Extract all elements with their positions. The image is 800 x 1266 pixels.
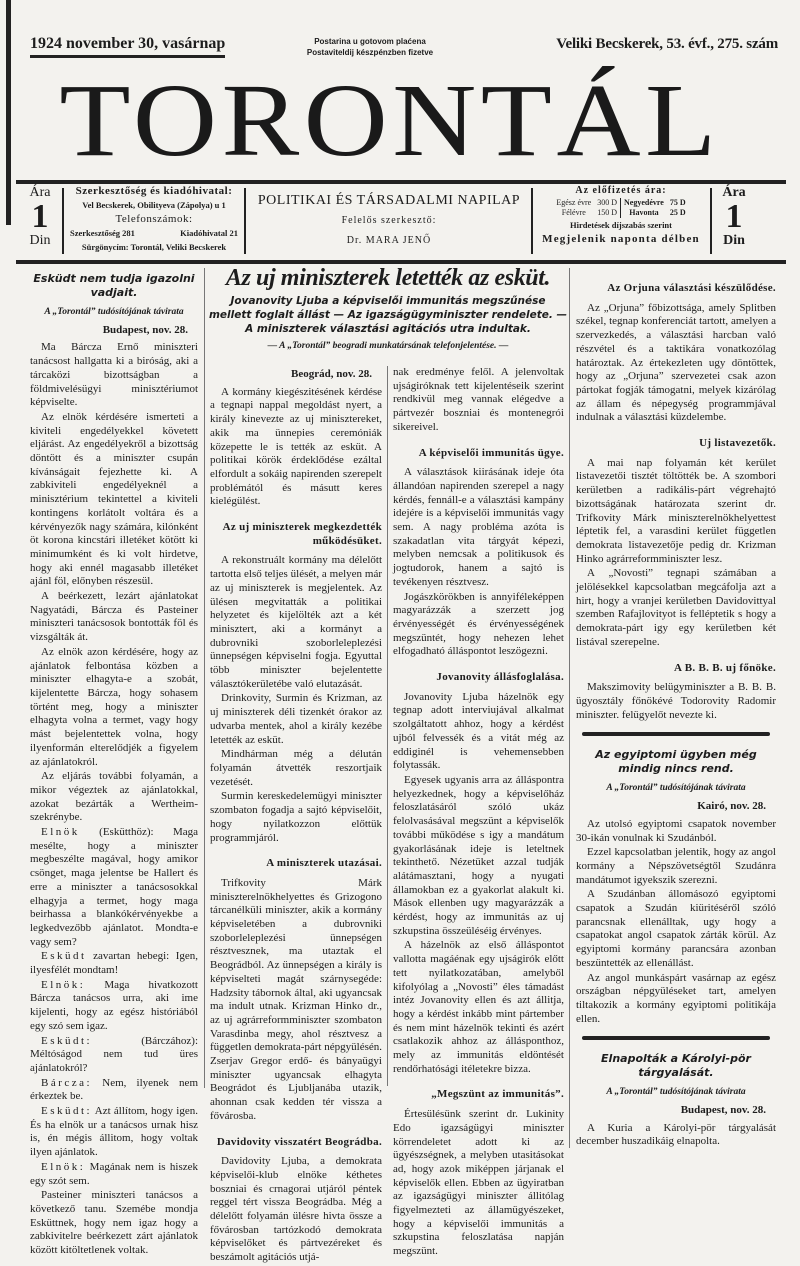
- paragraph-text: Magának nem is hiszek egy szót sem.: [30, 1160, 198, 1187]
- article-paragraph: [393, 691, 564, 773]
- article-paragraph: [576, 818, 776, 845]
- article-paragraph: [393, 939, 564, 1076]
- article-paragraph: [576, 302, 776, 425]
- speaker-name: Esküdt: [41, 950, 87, 963]
- section-divider: [582, 1036, 770, 1040]
- paragraph-text: Trifkovity Márk miniszterelnökhelyettes és Grizogono tárcanélküli miniszter, akik a kormány képviseletében a dubrovniki szoborleleplezési ünnepségen résztvesznek, ma utaztak el Beográdból. Az ünnepségen a király is képviselteti magát szárnysegéde: Hadzsity tábornok által, aki ugyancsak ma indult utnak. Krizman Hinko dr., az uj agrárreformminiszter szombaton Varasdinba megy, ahol résztvesz a független demokrata-párt népgyülésén. Zserjav Gregor erdő- és bányaügyi miniszter ugyancsak elhagyta Beográdot és Ljubljanába utazik, ahonnan csak kedden tér vissza a fővárosba.: [210, 876, 382, 1122]
- divider: [244, 188, 246, 254]
- paragraph-text: A Szudánban állomásozó egyiptomi csapatok a Szudán kiüritéséről szóló parancsnak ellenálltak, ugy hogy a csapatokat angol csapatok zárták körül. Az egyiptomi kormány parancsára azonban beszüntették az ellenállást.: [576, 888, 776, 969]
- section-divider: [582, 732, 770, 736]
- article-paragraph: [210, 748, 382, 789]
- price-label: Ára: [29, 185, 51, 200]
- article-paragraph: [30, 1105, 198, 1160]
- price-label: Ára: [722, 185, 746, 200]
- article-paragraph: [210, 790, 382, 845]
- article-subheading: Jovanovity állásfoglalása.: [436, 671, 564, 684]
- speaker-name: Esküdt:: [41, 1034, 93, 1047]
- article-byline: A „Torontál” tudósítójának távirata: [44, 307, 184, 317]
- subscription-info: [534, 184, 708, 260]
- paragraph-text: Értesülésünk szerint dr. Lukinity Edo igazságügyi miniszter körrendeletet adott ki az ügyészségnek, a melyben utasitásokat ad, hogy azok miképpen járjanak el képviselők ellen. Ebben az ügyiratban az igazságügyi miniszter állitólag figyelmezteti az államügyészeket, hogy a képviselői immunitás a szkupstina feloszlatása napján megszünt.: [393, 1108, 564, 1258]
- price-value: 1: [31, 198, 49, 235]
- article-paragraph: [30, 646, 198, 769]
- column-rule: [569, 268, 570, 1148]
- article-dateline: Budapest, nov. 28.: [102, 323, 188, 336]
- article-subheading: „Megszünt az immunitás”.: [431, 1088, 564, 1101]
- divider: [710, 188, 712, 254]
- paragraph-text: Azt állítom, hogy igen. És ha elnök ur a tanácsos urnak hisz is, én mégis állitom, hogy voltak ilyen ajánlatok.: [30, 1105, 198, 1159]
- subscription-prices: [553, 198, 688, 218]
- paragraph-text: Az angol munkáspárt vasárnap az egész országban népgyüléseket tart, amelyen tiltakozik a kormány egyiptomi politikája ellen.: [576, 971, 776, 1025]
- paper-info: [248, 184, 530, 260]
- paragraph-text: Pasteiner miniszteri tanácsos a következő tanu. Szemébe mondja Esküttnek, hogy nem igaz hogy a zabkivitelre beérkezett zárt ajánlatok között kitöltetlenek voltak.: [30, 1189, 198, 1257]
- article-paragraph: [576, 681, 776, 722]
- column-2: [210, 366, 382, 1266]
- phone-editorial: Szerkesztőség 281: [70, 228, 135, 238]
- paragraph-text: A házelnök az első álláspontot vallotta magáénak egy ujságirók előtt tett nyilatkozatában, amelyből kifolyólag a „Novosti” éles támadást intéz Jovanovity ellen és azt állitja, hogy a kérdést inkább mint pártember és nem mint házelnök tekinti és azért csatlakozik ahhoz az állásponthoz, mely az immunitás eldöntését rendőrhatósági itéletekre bizza.: [393, 939, 564, 1075]
- article-paragraph: [30, 950, 198, 977]
- office-info: [66, 184, 242, 260]
- price: 25 D: [669, 208, 686, 217]
- article-paragraph: [576, 1122, 776, 1149]
- paragraph-text: Jovanovity Ljuba házelnök egy tegnap adott interviujával alkalmat szolgáltatott ahhoz, hogy a kérdést ujból felvessék és a vitát még az eddiginél is vehemensebben folytassák.: [393, 690, 564, 772]
- article-headline: Elnapolták a Károlyi-pör tárgyalását.: [601, 1052, 751, 1080]
- speaker-name: Bárcza:: [41, 1076, 93, 1089]
- article-paragraph: [210, 877, 382, 1124]
- paragraph-text: Mindhárman még a délután folyamán átvették reszortjaik vezetését.: [210, 748, 382, 788]
- column-3: [393, 366, 564, 1260]
- price-left: [20, 184, 60, 260]
- period: Havonta: [621, 208, 667, 218]
- speaker-name: Elnök:: [41, 1160, 86, 1173]
- article-paragraph: [30, 826, 198, 949]
- column-rule: [387, 366, 388, 1086]
- lead-deck: Jovanovity Ljuba a képviselői immunitás megszűnése mellett foglalt állást — Az igazságügyminiszter rendelete. — A miniszterek választási agitációs utra indultak.: [208, 295, 568, 335]
- column-4: [576, 270, 776, 1150]
- speaker-name: Elnök:: [41, 978, 86, 991]
- article-subheading: A B. B. B. uj főnöke.: [674, 661, 776, 674]
- subscription-row: [553, 208, 688, 218]
- article-paragraph: [210, 386, 382, 509]
- masthead-info-band: [16, 180, 786, 264]
- paragraph-text: (Bárczához): Méltóságod nem tud üres ajánlatokról?: [30, 1034, 198, 1074]
- editor-name: Dr. MARA JENŐ: [346, 235, 432, 246]
- article-paragraph: [576, 846, 776, 887]
- article-subheading: Az Orjuna választási készülődése.: [607, 282, 776, 294]
- office-title: Szerkesztőség és kiadóhivatal:: [75, 185, 233, 197]
- article-headline: Az egyiptomi ügyben még mindig nincs rend.: [595, 748, 757, 776]
- issue-number: Veliki Becskerek, 53. évf., 275. szám: [556, 36, 778, 52]
- article-paragraph: [393, 466, 564, 589]
- paragraph-text: Surmin kereskedelemügyi miniszter szombaton fogadja a sajtó képviselőit, hogy nyilatkozzon előttük programmjáról.: [210, 790, 382, 844]
- column-1: [30, 270, 198, 1259]
- article-paragraph: [576, 457, 776, 567]
- article-paragraph: [30, 590, 198, 645]
- phone-office: Kiadóhivatal 21: [180, 228, 238, 238]
- article-paragraph: [30, 770, 198, 825]
- article-paragraph: [393, 591, 564, 660]
- paragraph-text: A mai nap folyamán két kerület listavezetői tisztét töltötték be. A szombori kerületben a radikális-párt végrehajtó bizottságának határozata szerint dr. Trifkovity Márk miniszterelnökhelyettest léptetik fel, a varasdini kerület független demokrata listavezetője pedig dr. Krizman Hinko agrárreformminiszter lesz.: [576, 456, 776, 565]
- paragraph-text: Nem, ilyenek nem érkeztek be.: [30, 1076, 198, 1103]
- paragraph-text: Az eljárás további folyamán, a mikor végeztek az ajánlatokkal, azokat bezárták a Wertheim-szekrénybe.: [30, 770, 198, 824]
- article-subheading: Az uj miniszterek megkezdették működésüket.: [222, 521, 382, 547]
- article-paragraph: [393, 774, 564, 938]
- subscription-row: [553, 198, 688, 208]
- paragraph-text: Ma Bárcza Ernő miniszteri tanácsost hallgatta ki a biróság, aki a tárcaközi bizottságban a földmivelésügyi minisztériumot képviselte.: [30, 341, 198, 409]
- paragraph-text: Drinkovity, Surmin és Krizman, az uj miniszterek déli tizenkét órakor az udvarba mentek, ahol a király kezébe letették az esküt.: [210, 692, 382, 746]
- paragraph-text: Az utolsó egyiptomi csapatok november 30-ikán vonulnak ki Szudánból.: [576, 817, 776, 844]
- article-byline: A „Torontál” tudósítójának távirata: [606, 1087, 746, 1098]
- paragraph-text: Ezzel kapcsolatban jelentik, hogy az angol kormány a Népszövetségtől Szudánra mandátumot igyekszik szerezni.: [576, 846, 776, 886]
- paragraph-text: A „Novosti” tegnapi számában a jelölésekkel kapcsolatban megcáfolja azt a hirt, hogy a vranjei kerületben Davidovittyal szemben Rafajlovityot is felléptetik s hogy a demokrata-párt igy egy kerületben két listával szerepelne.: [576, 567, 776, 648]
- paragraph-text: (Eskütthöz): Maga mesélte, hogy a miniszter megbeszélte magával, hogy amikor csönget, maga jelentse be Hallert és erre a miniszter a tanácsosokkal elhagyja a termet, hogy maga beirhassa a blankókérvényekbe a legkedvezőbb ajánlatot. Mondta-e vagy sem?: [30, 826, 198, 948]
- paragraph-text: A rekonstruált kormány ma délelőtt tartotta első teljes ülését, a melyen már az uj miniszterek is megjelentek. Az ülésen megvitatták a politikai helyzetet és kijelölték azt a két minisztert, aki a kormányt a dubrovniki szoborleleplezési ünnepségen képviselni fogja. Egyuttal több miniszter bejelentette választókerületébe való elutazását.: [210, 554, 382, 690]
- article-subheading: A miniszterek utazásai.: [266, 857, 382, 870]
- article-paragraph: [30, 1077, 198, 1104]
- lead-article-header: [208, 264, 568, 352]
- article-paragraph: [30, 1035, 198, 1076]
- price: 75 D: [669, 198, 686, 207]
- ads-note: Hirdetések díjszabás szerint: [570, 220, 672, 230]
- article-paragraph: [30, 411, 198, 589]
- paragraph-text: nak eredménye felől. A jelenvoltak ujságiróknak tett kijelentéseik szerint rendkivül meg vannak elégedve a pártvezér boszniai és montenegrói sikereivel.: [393, 366, 564, 433]
- paragraph-text: Makszimovity belügyminiszter a B. B. B. ügyosztály főnökévé Todorovity Radomir miniszter. felügyelőt nevezte ki.: [576, 681, 776, 721]
- article-headline: Esküdt nem tudja igazolni vadjait.: [33, 272, 195, 299]
- article-paragraph: [210, 1155, 382, 1265]
- article-paragraph: [210, 554, 382, 691]
- article-paragraph: [393, 1108, 564, 1259]
- article-paragraph: [30, 1189, 198, 1258]
- phones-title: Telefonszámok:: [115, 213, 193, 225]
- article-subheading: Uj listavezetők.: [699, 437, 776, 450]
- article-paragraph: [210, 692, 382, 747]
- paragraph-text: A választások kiirásának ideje óta állandóan napirenden szerepel a nagy kérdés, fennáll-e a választási kampány idejére is a képviselői immunitás vagy sem. A nagy probléma azóta is szakadatlan vita tárgyát képezi, melyben nemcsak a politikusok és jogtudorok, hanem a sajtó is tevékenyen résztvesz.: [393, 466, 564, 588]
- issue-date: 1924 november 30, vasárnap: [30, 34, 225, 58]
- period: Negyedévre: [621, 198, 667, 208]
- price-right: [714, 184, 754, 260]
- office-address: Vel Becskerek, Obilityeva (Zápolya) u 1: [82, 200, 226, 210]
- speaker-name: Elnök: [41, 826, 80, 839]
- paragraph-text: zavartan hebegi: Igen, ilyesfélét mondtam!: [30, 950, 198, 977]
- divider: [531, 188, 533, 254]
- column-rule: [204, 268, 205, 1088]
- period: Félévre: [561, 208, 586, 217]
- period: Egész évre: [556, 198, 592, 207]
- article-paragraph: [30, 979, 198, 1034]
- article-paragraph: [576, 567, 776, 649]
- paragraph-text: A beérkezett, lezárt ajánlatokat Nagyatádi, Bárcza és Pasteiner miniszteri tanácsosok bontották föl és vizsgálták át.: [30, 590, 198, 644]
- article-dateline: Beográd, nov. 28.: [291, 368, 372, 380]
- lead-byline: — A „Torontál” beogradi munkatársának telefonjelentése. —: [267, 341, 509, 351]
- postal-line-1: Postarina u gotovom plaćena: [314, 37, 426, 46]
- price-unit: Din: [29, 233, 51, 248]
- price: 300 D: [597, 198, 618, 207]
- paper-subtitle: POLITIKAI ÉS TÁRSADALMI NAPILAP: [257, 193, 521, 208]
- lead-headline: Az uj miniszterek letették az esküt.: [225, 265, 551, 291]
- article-paragraph: [30, 1161, 198, 1188]
- paragraph-text: Jogászkörökben is annyiféleképpen magyarázzák a szerzett jog érvényességét és érvényességének megszüntét, hogy nehezen lehet elfogadható álláspontot leszögezni.: [393, 590, 564, 658]
- article-dateline: Budapest, nov. 28.: [680, 1104, 766, 1117]
- postal-note: [290, 36, 450, 58]
- paragraph-text: Egyesek ugyanis arra az álláspontra helyezkednek, hogy a képviselőház feloszlatásáról szóló ukáz felolvasásával megszünt a képviselők további működése s igy a mandátum gyakorlásának ideje is leteltnek tekinthető. Nézetüket azzal tudják alátámasztani, hogy a nyugati államokban ez a gyakorlat alakult ki. Mások ellenben ugy magyarázzák a kérdést, hogy az immunitás az uj szkupstina összeüléséig érvényes.: [393, 773, 564, 937]
- paragraph-text: Maga hivatkozott Bárcza tanácsos urra, aki ime kijelenti, hogy az egész históriából egy szó sem igaz.: [30, 978, 198, 1032]
- article-byline: A „Torontál” tudósítójának távirata: [606, 783, 746, 794]
- publication-note: Megjelenik naponta délben: [542, 233, 700, 245]
- article-paragraph: [576, 972, 776, 1027]
- paragraph-text: Az elnök kérdésére ismerteti a kiviteli engedélyekkel követett eljárást. Az engedélyekről a bizottság döntött és a miniszter csupán kívánságait fejezhette ki. A zabkiviteli engedélyeknél a minisztérium tekintettel a kiviteli kontingens korlátolt voltára és a kérvényezők nagy számára, kilónként öt korona kincstári illetéket kötött ki minimumként és ki volt hirdetve, hogy aki ennél magasabb illetéket ajánl föl, előnyben részesül.: [30, 410, 198, 588]
- paragraph-text: Davidovity Ljuba, a demokrata képviselői-klub elnöke kéthetes boszniai és crnagorai utjáról péntek reggel tért vissza Beográdba. Még a délelőtt folyamán ülésre hivta össze a fővárosban tartózkodó demokrata képviselőket és pártvezéreket és beszámolt agitációs utjá-: [210, 1155, 382, 1264]
- paragraph-text: Az „Orjuna” főbizottsága, amely Splitben székel, tegnap konferenciát tartott, amelyen a szervezkedés, a választási harcban való részvétel és a taktikára vonatkozólag határoztak. Az értekezleten ugy döntöttek, hogy az „Orjuna” szervezetei csak azon pártokat fogják támogatni, melyek kizárólag az állam és népegység programmjával indulnak a választási küzdelembe.: [576, 301, 776, 424]
- postal-line-2: Postaviteldij készpénzben fizetve: [306, 48, 434, 57]
- article-paragraph: [393, 366, 564, 435]
- article-dateline: Kairó, nov. 28.: [697, 800, 766, 813]
- article-paragraph: [576, 888, 776, 970]
- paragraph-text: Az elnök azon kérdésére, hogy az ajánlatok felbontása közben a miniszter elhagyta-e a szobát, kijelentette Bárcza, hogy sohasem történt meg, hogy a miniszter elhagyta volna a termet, vagy hogy mást bejelentettek volna, hogy ilyenformán elterelődjék a figyelem az ajánlatokról.: [30, 645, 198, 768]
- article-subheading: A képviselői immunitás ügye.: [418, 446, 564, 459]
- paragraph-text: A Kuria a Károlyi-pör tárgyalását december huszadikáig elnapolta.: [576, 1121, 776, 1148]
- price: 150 D: [597, 208, 618, 217]
- price-unit: Din: [723, 233, 745, 248]
- editor-label: Felelős szerkesztő:: [341, 215, 437, 226]
- speaker-name: Esküdt:: [41, 1105, 93, 1118]
- article-paragraph: [30, 341, 198, 410]
- divider: [62, 188, 64, 254]
- telegram-address: Sürgönycím: Torontál, Veliki Becskerek: [81, 242, 227, 252]
- paragraph-text: A kormány kiegészitésének kérdése a tegnapi nappal megoldást nyert, a király kinevezte az uj minisztereket, akik ma ünnepies ceremóniák közepette le is tették az esküt. A politikai körök érdeklődése ezáltal elfordult a sokáig napirenden szerepelt problémától és másutt keres kielégülést.: [210, 385, 382, 508]
- newspaper-title: TORONTÁL: [59, 63, 721, 178]
- subscription-title: Az előfizetés ára:: [575, 185, 667, 196]
- price-value: 1: [725, 198, 743, 235]
- article-subheading: Davidovity visszatért Beográdba.: [216, 1135, 382, 1148]
